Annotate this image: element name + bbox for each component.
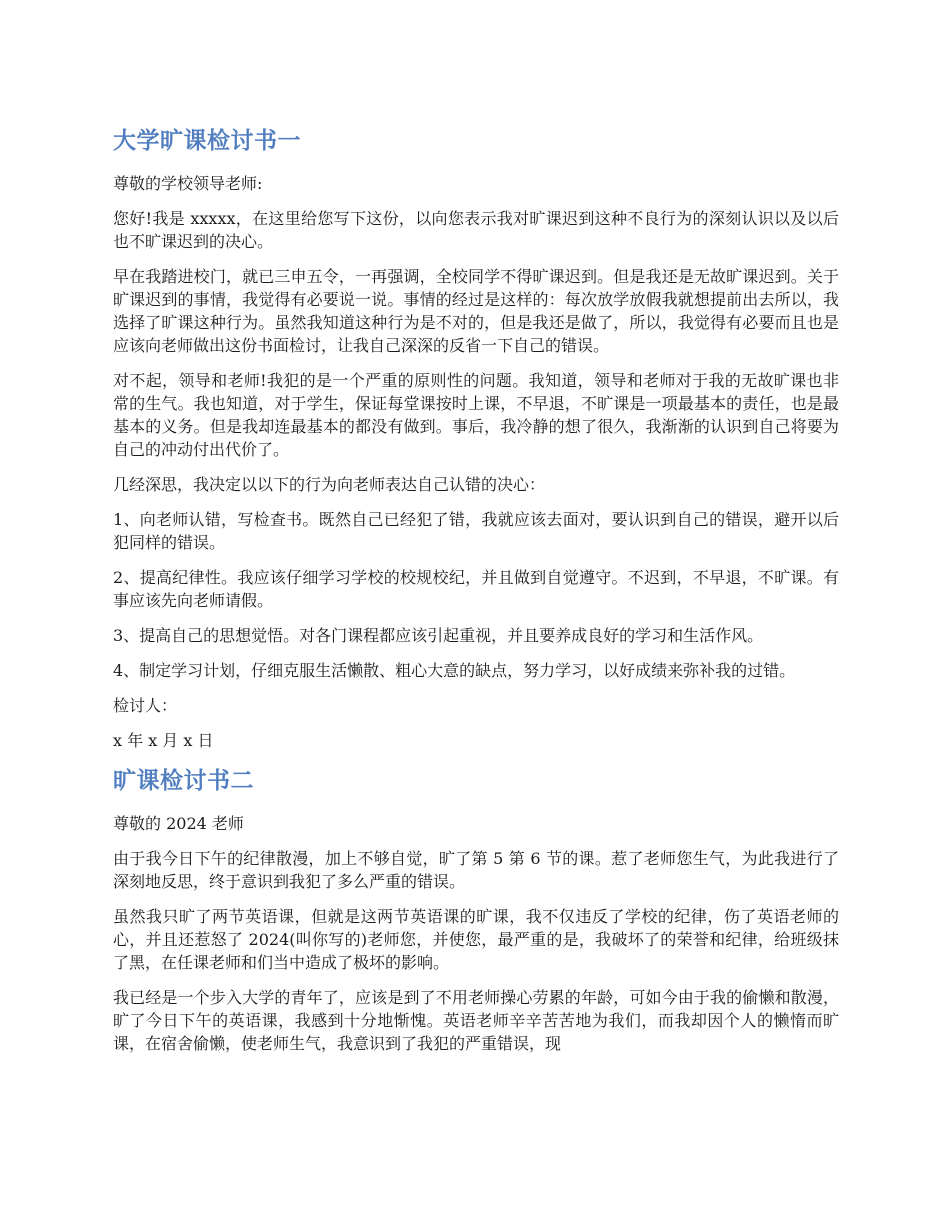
document-page bbox=[113, 124, 839, 1067]
signature-label: 检讨人： bbox=[113, 696, 178, 715]
paragraph: 几经深思，我决定以以下的行为向老师表达自己认错的决心： bbox=[113, 475, 546, 494]
section-2-title: 旷课检讨书二 bbox=[113, 768, 254, 794]
paragraph: 对不起，领导和老师!我犯的是一个严重的原则性的问题。我知道，领导和老师对于我的无故旷课也非常的生气。我也知道，对于学生，保证每堂课按时上课，不早退，不旷课是一项最基本的责任，也是最基本的义务。但是我却连最基本的都没有做到。事后，我冷静的想了很久，我渐渐的认识到自己将要为自己的冲动付出代价了。 bbox=[113, 371, 839, 459]
list-item: 2、提高纪律性。我应该仔细学习学校的校规校纪，并且做到自觉遵守。不迟到，不早退，不旷课。有事应该先向老师请假。 bbox=[113, 568, 839, 610]
salutation-2: 尊敬的 2024 老师 bbox=[113, 814, 244, 833]
list-item: 3、提高自己的思想觉悟。对各门课程都应该引起重视，并且要养成良好的学习和生活作风。 bbox=[113, 626, 764, 645]
section-1-title: 大学旷课检讨书一 bbox=[113, 128, 301, 154]
salutation-1: 尊敬的学校领导老师: bbox=[113, 174, 263, 193]
list-item: 4、制定学习计划，仔细克服生活懒散、粗心大意的缺点，努力学习，以好成绩来弥补我的过错。 bbox=[113, 661, 796, 680]
paragraph: 我已经是一个步入大学的青年了，应该是到了不用老师操心劳累的年龄，可如今由于我的偷懒和散漫，旷了今日下午的英语课，我感到十分地惭愧。英语老师辛辛苦苦地为我们，而我却因个人的懒惰而旷课，在宿舍偷懒，使老师生气，我意识到了我犯的严重错误，现 bbox=[113, 988, 839, 1053]
paragraph: 早在我踏进校门，就已三申五令，一再强调，全校同学不得旷课迟到。但是我还是无故旷课迟到。关于旷课迟到的事情，我觉得有必要说一说。事情的经过是这样的：每次放学放假我就想提前出去所以，我选择了旷课这种行为。虽然我知道这种行为是不对的，但是我还是做了，所以，我觉得有必要而且也是应该向老师做出这份书面检讨，让我自己深深的反省一下自己的错误。 bbox=[113, 267, 839, 355]
list-item: 1、向老师认错，写检查书。既然自己已经犯了错，我就应该去面对，要认识到自己的错误，避开以后犯同样的错误。 bbox=[113, 510, 839, 552]
paragraph: 由于我今日下午的纪律散漫，加上不够自觉，旷了第 5 第 6 节的课。惹了老师您生气，为此我进行了深刻地反思，终于意识到我犯了多么严重的错误。 bbox=[113, 849, 839, 891]
date-line: x 年 x 月 x 日 bbox=[113, 731, 214, 750]
paragraph: 您好!我是 xxxxx，在这里给您写下这份，以向您表示我对旷课迟到这种不良行为的深刻认识以及以后也不旷课迟到的决心。 bbox=[113, 209, 839, 251]
paragraph: 虽然我只旷了两节英语课，但就是这两节英语课的旷课，我不仅违反了学校的纪律，伤了英语老师的心，并且还惹怒了 2024(叫你写的)老师您，并使您，最严重的是，我破坏了的荣誉和纪律，给班级抹了黑，在任课老师和们当中造成了极坏的影响。 bbox=[113, 907, 839, 972]
